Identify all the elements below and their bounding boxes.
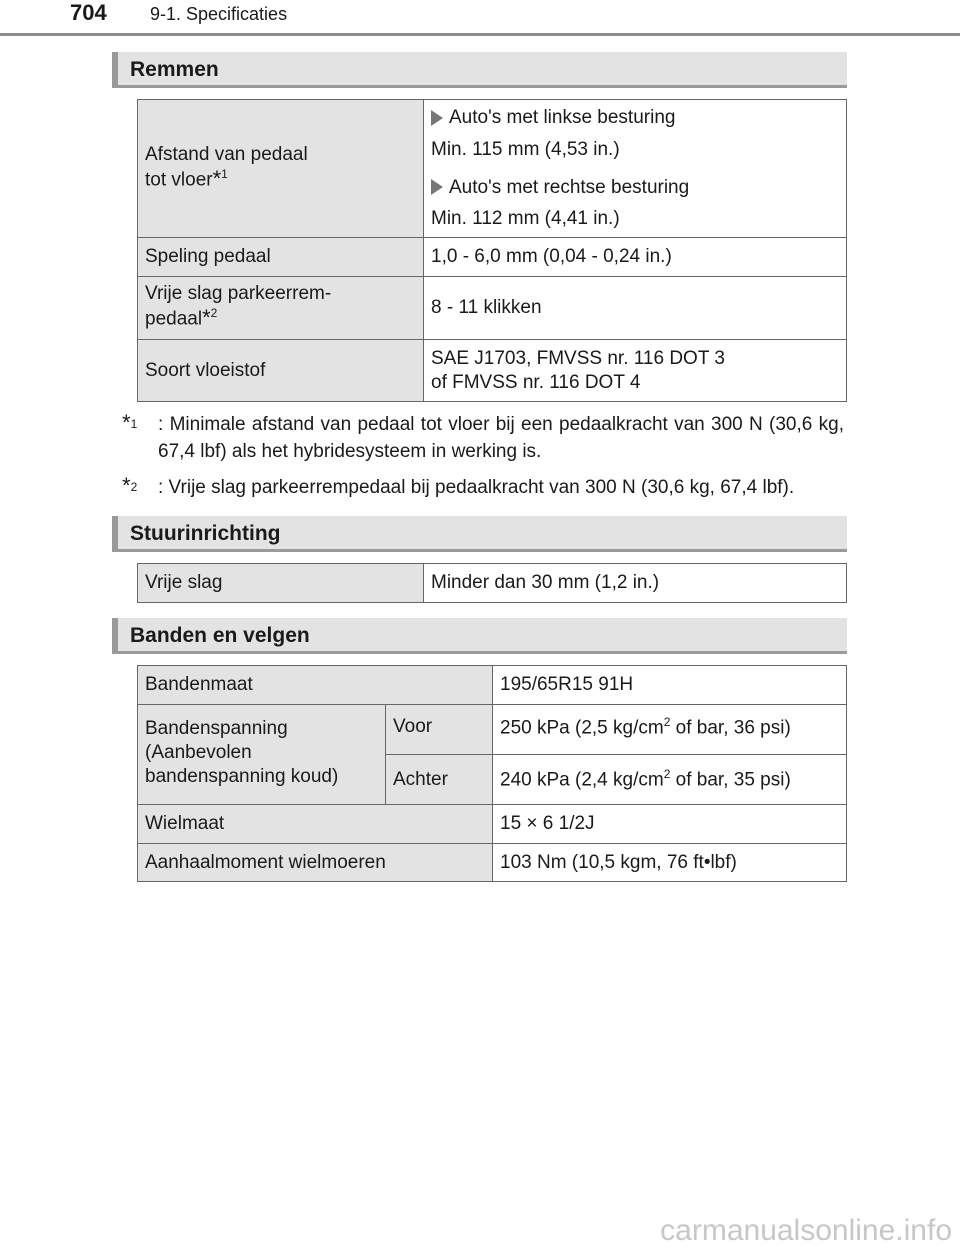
arrow-right-icon (431, 110, 443, 126)
tires-table (137, 665, 847, 882)
brakes-table (137, 99, 847, 402)
table-row: Aanhaalmoment wielmoeren 103 Nm (10,5 kgm, 76 ft•lbf) (138, 844, 847, 882)
footnote-star: * (202, 305, 211, 331)
label-pedal-distance: Afstand van pedaal tot vloer*$^1$ (138, 100, 424, 238)
table-row: Bandenmaat 195/65R15 91H (138, 666, 847, 705)
section-header-remmen (112, 52, 847, 88)
footnote-ref: 2 (210, 306, 218, 321)
watermark: carmanualsonline.info (660, 1214, 952, 1247)
table-row: Wielmaat 15 × 6 1/2J (138, 805, 847, 844)
table-row: Speling pedaal 1,0 - 6,0 mm (0,04 - 0,24 in.) (138, 238, 847, 277)
footnote-ref: 1 (221, 166, 228, 181)
table-row: Bandenspanning (Aanbevolen bandenspanning koud) Voor 250 kPa (2,5 $kg/cm^2$ of bar, 36 psi) (138, 705, 847, 755)
chapter-title: 9-1. Specificaties (150, 4, 288, 24)
header-rule (0, 33, 960, 36)
steering-table (137, 563, 847, 603)
table-row: Soort vloeistof SAE J1703, FMVSS nr. 116 DOT 3 of FMVSS nr. 116 DOT 4 (138, 340, 847, 402)
table-row: Vrije slag parkeerrem- pedaal*$^2$ 8 - 11 klikken (138, 277, 847, 340)
table-row (138, 100, 847, 238)
value-pedal-distance: Auto's met linkse besturing Min. 115 mm (4,53 in.) Auto's met rechtse besturing Min. 112 mm (4,41 in.) (424, 100, 847, 238)
table-row: Vrije slag Minder dan 30 mm (1,2 in.) (138, 564, 847, 603)
section-header-banden: Banden en velgen (112, 618, 847, 654)
table-row: Achter 240 kPa (2,4 $kg/cm^2$ of bar, 35 psi) (138, 755, 847, 805)
section-header-stuurinrichting: Stuurinrichting (112, 516, 847, 552)
footnote-1: *$^1$ : Minimale afstand van pedaal tot vloer bij een pedaalkracht van 300 N (30,6 kg, 67,4 lbf) als het hybridesysteem in werking is. (122, 410, 844, 462)
arrow-right-icon (431, 179, 443, 195)
section-title: Remmen (130, 58, 219, 81)
footnote-2: *$^2$ : Vrije slag parkeerrempedaal bij pedaalkracht van 300 N (30,6 kg, 67,4 lbf). (122, 473, 795, 498)
page-number: 704 (70, 0, 107, 25)
footnote-star: * (212, 165, 222, 191)
